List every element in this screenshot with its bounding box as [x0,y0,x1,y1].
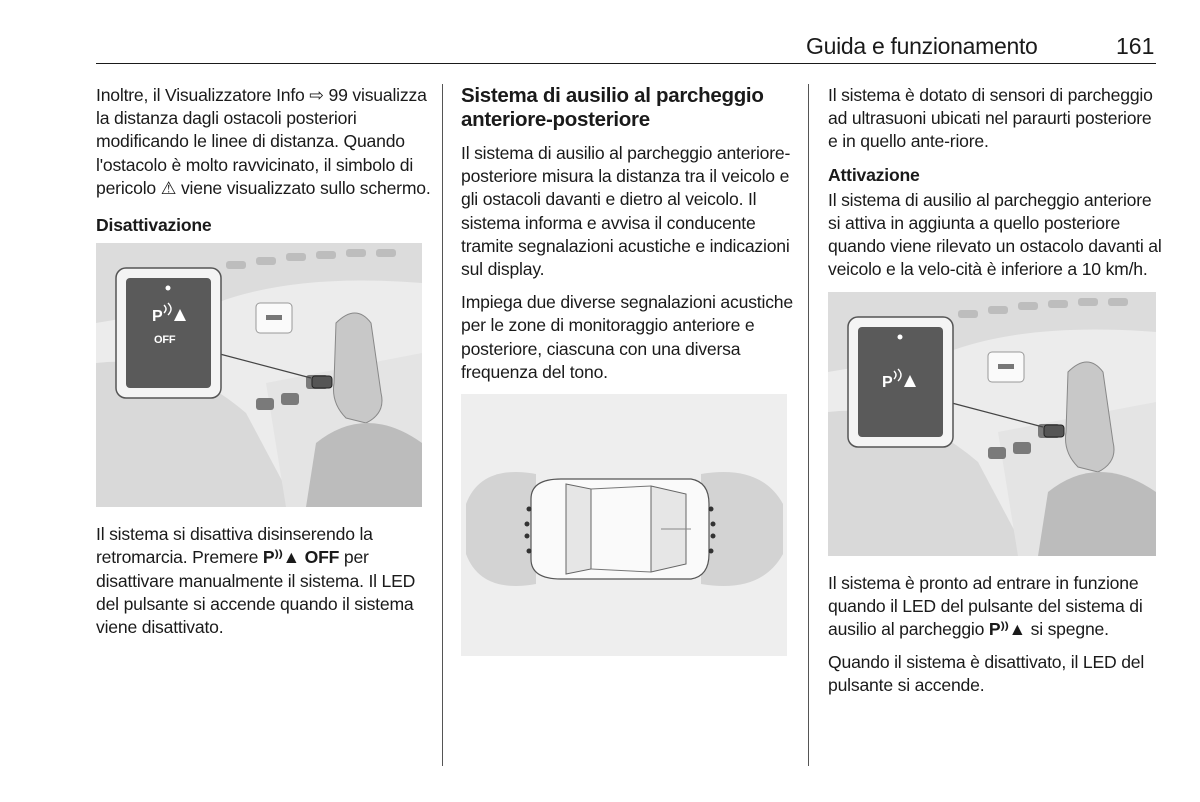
header-rule [96,63,1156,64]
paragraph-system-description: Il sistema di ausilio al parcheggio anteriore-posteriore misura la distanza tra il veicolo e gli ostacoli davanti e dietro al veicolo. Il sistema informa e avvisa il conducente tramite segnalazioni acustiche e indicazioni sul display. [461,143,791,280]
heading-deactivation: Disattivazione [96,215,212,236]
column-divider-1 [442,84,443,766]
figure-car-sensor-zones [461,394,787,656]
paragraph-acoustic-signals: Impiega due diverse segnalazioni acustiche per le zone di monitoraggio anteriore e posteriore, ciascuna con una diversa frequenza del tono. [461,292,793,382]
paragraph-info-display: Inoltre, il Visualizzatore Info ⇨ 99 visualizza la distanza dagli ostacoli posteriori modificando le linee di distanza. Quando l'ostacolo è molto ravvicinato, il simbolo di pericolo ⚠ viene visualizzato sullo schermo. [96,85,431,198]
section-heading-parking-aid: Sistema di ausilio al parcheggio anteriore-posteriore [461,84,764,131]
figure-off-label: OFF [154,334,176,347]
parking-symbol-off: P⁾⁾▲ OFF [262,547,340,568]
svg-text:P: P [152,308,163,326]
heading-activation: Attivazione [828,164,920,185]
paragraph-activation: Il sistema di ausilio al parcheggio anteriore si attiva in aggiunta a quello posteriore quando viene rilevato un ostacolo davanti al veicolo e la velo-cità è inferiore a 10 km/h. [828,189,1162,280]
column-left [96,84,431,649]
svg-text:P: P [882,373,893,391]
figure-console-button-off [96,243,422,507]
column-middle [461,84,796,672]
paragraph-led-on: Quando il sistema è disattivato, il LED del pulsante si accende. [828,652,1145,696]
column-divider-2 [808,84,809,766]
figure-console-button-on [828,292,1156,556]
page-number: 161 [1116,33,1155,59]
section-title: Guida e funzionamento [806,33,1038,59]
paragraph-deactivation: Il sistema si disattiva disinserendo la retromarcia. Premere P⁾⁾▲ OFF per disattivare manualmente il sistema. Il LED del pulsante si accende quando il sistema viene disattivato. [96,524,416,638]
parking-symbol: P⁾⁾▲ [988,619,1026,640]
paragraph-ready: Il sistema è pronto ad entrare in funzione quando il LED del pulsante del sistema di ausilio al parcheggio P⁾⁾▲ si spegne. [828,572,1143,640]
paragraph-sensors: Il sistema è dotato di sensori di parcheggio ad ultrasuoni ubicati nel paraurti posteriore e in quello ante-riore. [828,85,1153,152]
column-right [828,84,1163,698]
